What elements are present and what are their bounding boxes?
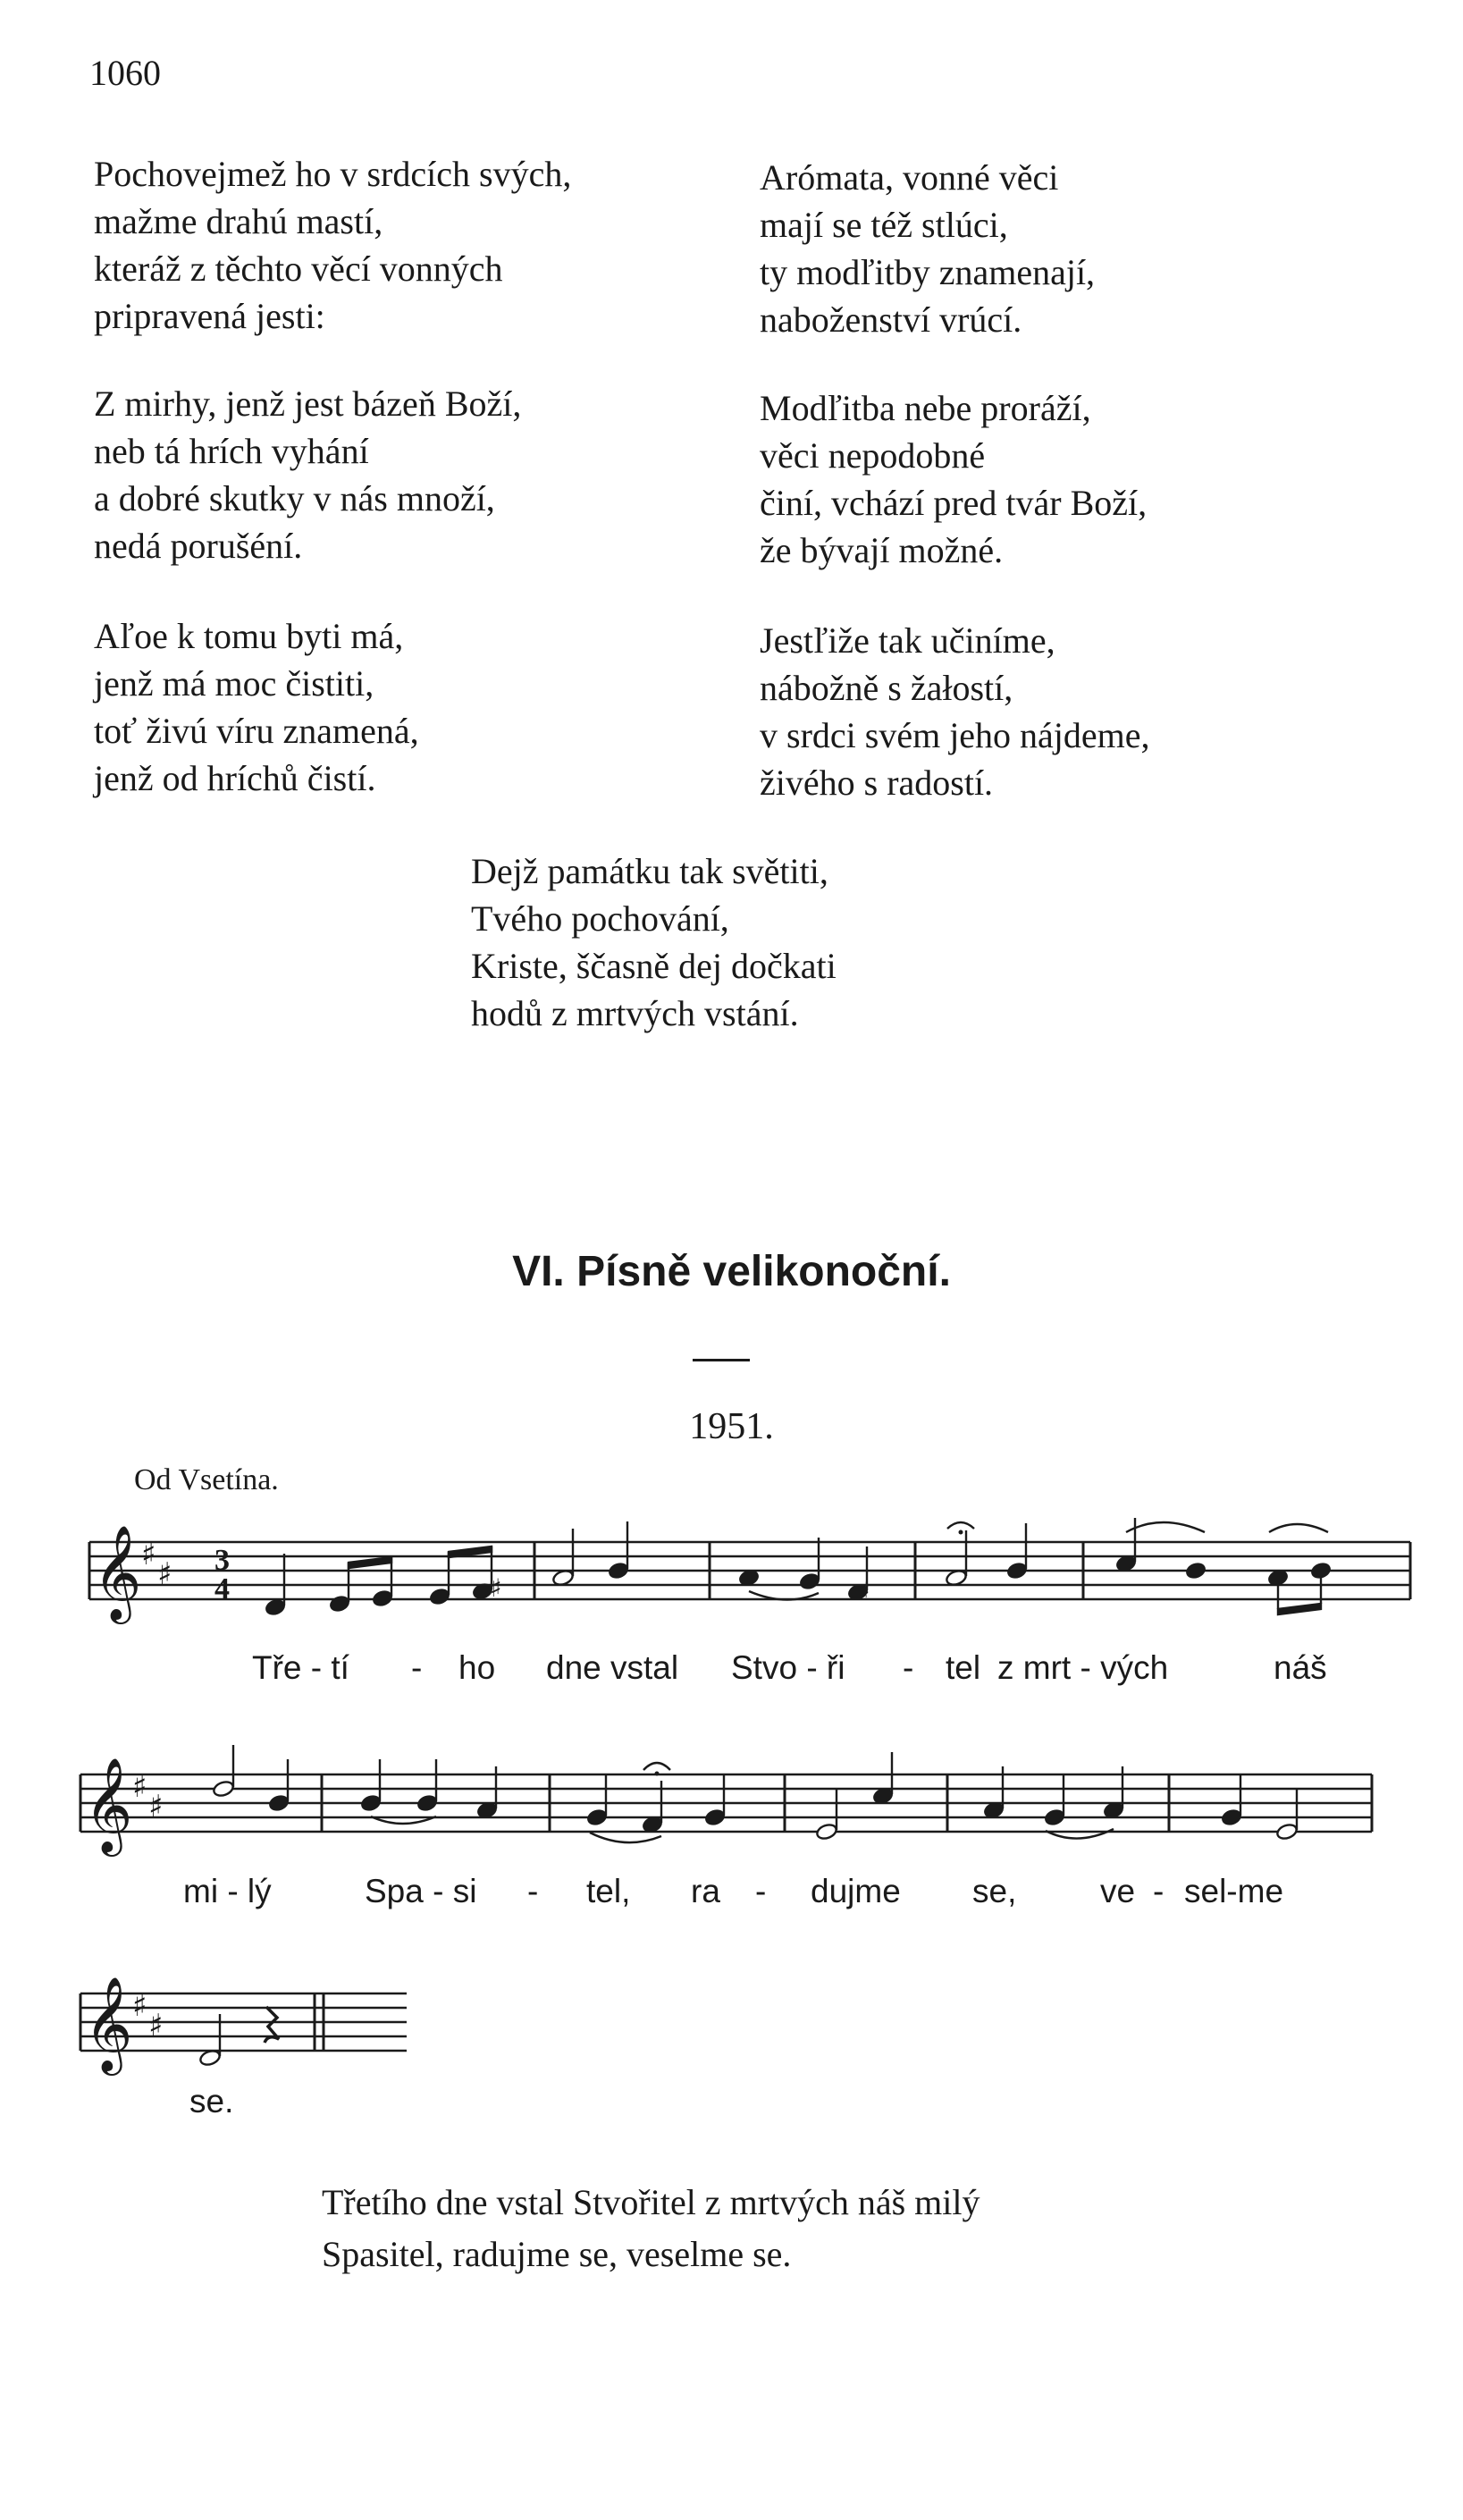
note	[815, 1823, 837, 1842]
lyric-syllable: tel	[946, 1649, 981, 1686]
verse-line: činí, vchází pred tvár Boží,	[760, 483, 1148, 523]
verse-line: mají se též stlúci,	[760, 205, 1008, 245]
lyric-syllable: ho	[458, 1649, 496, 1686]
note	[1185, 1562, 1207, 1580]
verse-line: jenž má moc čistiti,	[94, 663, 374, 704]
verse-line: že bývají možné.	[760, 530, 1004, 570]
verse-line: Aľoe k tomu byti má,	[94, 616, 404, 656]
lyric-syllable: Stvo - ři	[731, 1649, 845, 1686]
verse-line: naboženství vrúcí.	[760, 299, 1022, 340]
note	[212, 1780, 234, 1799]
note	[429, 1588, 450, 1606]
note	[360, 1794, 382, 1812]
stanza-center	[471, 847, 837, 1037]
lyric-syllable: dujme	[811, 1873, 901, 1909]
stanza-right-1	[760, 154, 1095, 343]
lyric-syllable: ra	[691, 1873, 720, 1909]
lyric-hyphen: -	[903, 1649, 914, 1686]
verse-line: a dobré skutky v nás množí,	[94, 478, 495, 518]
verse-line: nedá porušéní.	[94, 526, 303, 566]
verse-line: Kriste, ščasně dej dočkati	[471, 946, 837, 986]
verse-line: Modľitba nebe proráží,	[760, 388, 1091, 428]
sharp-icon: ♯	[132, 1769, 147, 1805]
song-number: 1951.	[689, 1406, 774, 1447]
stanza-right-3	[760, 617, 1150, 806]
section-heading: VI. Písně velikonoční.	[512, 1248, 951, 1295]
sharp-icon: ♯	[148, 2008, 164, 2044]
lyric-syllable: mi - lý	[183, 1873, 272, 1909]
stanza-left-1	[94, 150, 571, 340]
note	[799, 1572, 820, 1590]
verse-line: Arómata, vonné věci	[760, 157, 1059, 198]
rest-icon	[265, 2007, 279, 2043]
note	[416, 1794, 438, 1812]
verse-line: mažme drahú mastí,	[94, 201, 383, 241]
note	[329, 1595, 350, 1613]
note	[268, 1794, 290, 1812]
music-staff-3	[0, 1962, 1463, 2087]
note	[372, 1589, 393, 1607]
lyric-syllable: dne vstal	[546, 1649, 679, 1686]
verse-line: jenž od hríchů čistí.	[94, 758, 376, 798]
treble-clef-icon: 𝄞	[84, 1757, 133, 1852]
song-text	[322, 2177, 980, 2280]
lyric-hyphen: -	[755, 1873, 767, 1909]
prose-line: Třetího dne vstal Stvořitel z mrtvých náš milý	[322, 2182, 980, 2222]
note	[608, 1562, 629, 1580]
lyric-hyphen: -	[411, 1649, 423, 1686]
verse-line: živého s radostí.	[760, 763, 994, 803]
music-staff-2	[0, 1743, 1463, 1868]
verse-line: Pochovejmež ho v srdcích svých,	[94, 154, 572, 194]
verse-line: Z mirhy, jenž jest bázeň Boží,	[94, 383, 522, 424]
lyric-hyphen: -	[1153, 1873, 1165, 1909]
verse-line: pripravená jesti:	[94, 296, 325, 336]
stanza-left-3	[94, 612, 419, 802]
verse-line: kteráž z těchto věcí vonných	[94, 249, 503, 289]
treble-clef-icon: 𝄞	[93, 1524, 142, 1620]
stanza-right-2	[760, 384, 1147, 574]
page-number: 1060	[89, 53, 161, 93]
verse-line: věci nepodobné	[760, 435, 986, 476]
sharp-icon: ♯	[858, 1577, 870, 1606]
verse-line: Tvého pochování,	[471, 898, 729, 939]
note	[1044, 1808, 1065, 1826]
prose-line: Spasitel, radujme se, veselme se.	[322, 2234, 792, 2274]
note	[1006, 1562, 1028, 1580]
verse-line: Dejž památku tak světiti,	[471, 851, 828, 891]
stanza-left-2	[94, 380, 521, 569]
time-signature: 4	[214, 1572, 230, 1606]
note	[265, 1598, 286, 1616]
verse-line: ty modľitby znamenají,	[760, 252, 1096, 292]
lyric-syllable: ve	[1100, 1873, 1136, 1909]
sharp-icon: ♯	[157, 1556, 172, 1592]
note	[1221, 1808, 1242, 1826]
lyric-syllable: sel-me	[1184, 1873, 1284, 1909]
note	[704, 1808, 726, 1826]
lyric-syllable: tel,	[586, 1873, 631, 1909]
verse-line: neb tá hrích vyhání	[94, 431, 369, 471]
lyric-syllable: Spa - si	[365, 1873, 477, 1909]
lyric-hyphen: -	[527, 1873, 539, 1909]
lyric-syllable: se,	[972, 1873, 1017, 1909]
note	[586, 1808, 608, 1826]
verse-line: toť živú víru znamená,	[94, 711, 419, 751]
heading-divider	[693, 1359, 750, 1361]
verse-line: hodů z mrtvých vstání.	[471, 993, 799, 1033]
treble-clef-icon: 𝄞	[84, 1976, 133, 2071]
verse-line: v srdci svém jeho nájdeme,	[760, 715, 1150, 755]
verse-line: nábožně s žałostí,	[760, 668, 1013, 708]
lyric-syllable: náš	[1274, 1649, 1327, 1686]
music-staff-1	[0, 1511, 1463, 1636]
lyric-syllable: z mrt - vých	[997, 1649, 1169, 1686]
sharp-icon: ♯	[490, 1573, 502, 1603]
lyric-syllable: Tře - tí	[252, 1649, 349, 1686]
time-signature: 3	[214, 1544, 230, 1577]
note	[1275, 1823, 1298, 1842]
sharp-icon: ♯	[148, 1789, 164, 1825]
sharp-icon: ♯	[132, 1988, 147, 2024]
lyric-syllable: se.	[189, 2083, 234, 2120]
song-origin: Od Vsetína.	[134, 1463, 279, 1496]
sharp-icon: ♯	[141, 1537, 156, 1572]
verse-line: Jestľiže tak učiníme,	[760, 620, 1055, 661]
